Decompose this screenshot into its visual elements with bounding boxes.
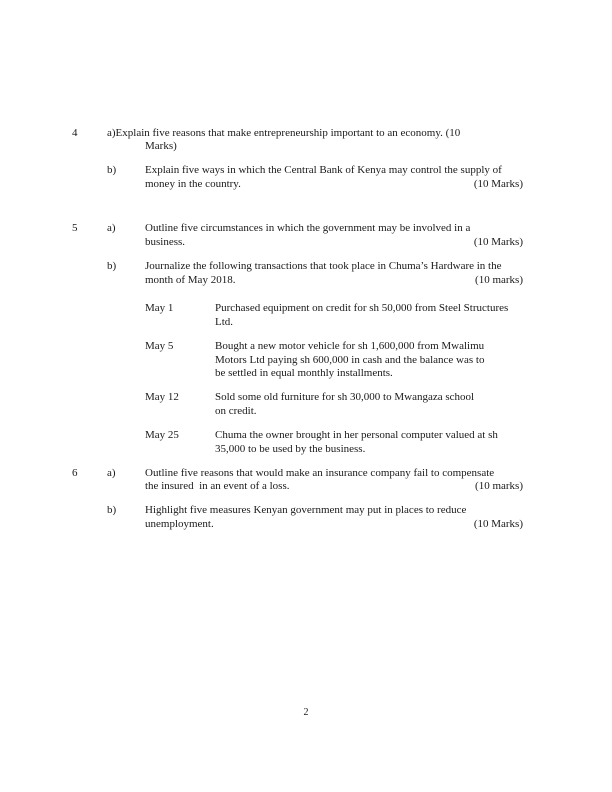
journal-entry [145,429,612,456]
question-number: 6 [72,466,78,479]
question-text-line: Explain five ways in which the Central Bank of Kenya may control the supply of [145,164,502,177]
entry-date: May 1 [145,302,174,315]
entry-date: May 12 [145,391,179,404]
question-number: 4 [72,126,78,139]
question-text-line: business. [145,235,186,248]
entry-date: May 25 [145,428,179,441]
entry-text-line: Chuma the owner brought in her personal computer valued at sh [215,428,498,441]
question-text-line: Highlight five measures Kenyan government may put in places to reduce [145,504,467,517]
question-text-line: money in the country. [145,177,241,190]
question-part-4b [0,164,612,191]
question-text-line: Outline five circumstances in which the government may be involved in a [145,222,471,235]
entry-text-line: be settled in equal monthly installments. [215,367,393,380]
part-label: b) [107,260,117,273]
entry-text-line: 35,000 to be used by the business. [215,442,366,455]
question-4 [0,127,612,192]
marks-allocation: (10 marks) [475,273,523,286]
entry-text-line: Bought a new motor vehicle for sh 1,600,000 from Mwalimu [215,339,485,352]
question-6 [0,467,612,532]
part-label: b) [107,504,117,517]
question-number: 5 [72,222,78,235]
part-label: a) [107,222,116,235]
question-text-line: month of May 2018. [145,273,236,286]
journal-entries [145,302,612,456]
question-text-line: the insured in an event of a loss. [145,480,290,493]
question-part-5b [0,260,612,456]
question-part-4a [0,127,612,154]
page-content [0,127,612,532]
page-number: 2 [303,707,309,718]
part-label: a) [107,466,116,479]
marks-allocation: (10 Marks) [473,517,523,530]
journal-entry [145,391,612,418]
marks-allocation: (10 Marks) [473,235,523,248]
entry-text-line: Purchased equipment on credit for sh 50,000 from Steel Structures [215,302,509,315]
question-part-6a [0,467,612,494]
journal-entry [145,340,612,381]
marks-allocation: (10 marks) [475,480,523,493]
entry-text-line: Ltd. [215,315,234,328]
question-text-line: Outline five reasons that would make an insurance company fail to compensate [145,466,495,479]
entry-text-line: Sold some old furniture for sh 30,000 to Mwangaza school [215,391,475,404]
entry-date: May 5 [145,339,174,352]
question-text-line: Journalize the following transactions that took place in Chuma’s Hardware in the [145,260,502,273]
question-part-5a [0,222,612,249]
question-text-line: a)Explain five reasons that make entrepreneurship important to an economy. (10 [107,126,461,139]
marks-allocation: (10 Marks) [473,177,523,190]
question-part-6b [0,504,612,531]
journal-entry [145,302,612,329]
entry-text-line: on credit. [215,404,257,417]
question-5 [0,222,612,456]
entry-text-line: Motors Ltd paying sh 600,000 in cash and the balance was to [215,353,485,366]
question-text-line: Marks) [145,140,177,153]
part-label: b) [107,164,117,177]
question-text-line: unemployment. [145,517,214,530]
